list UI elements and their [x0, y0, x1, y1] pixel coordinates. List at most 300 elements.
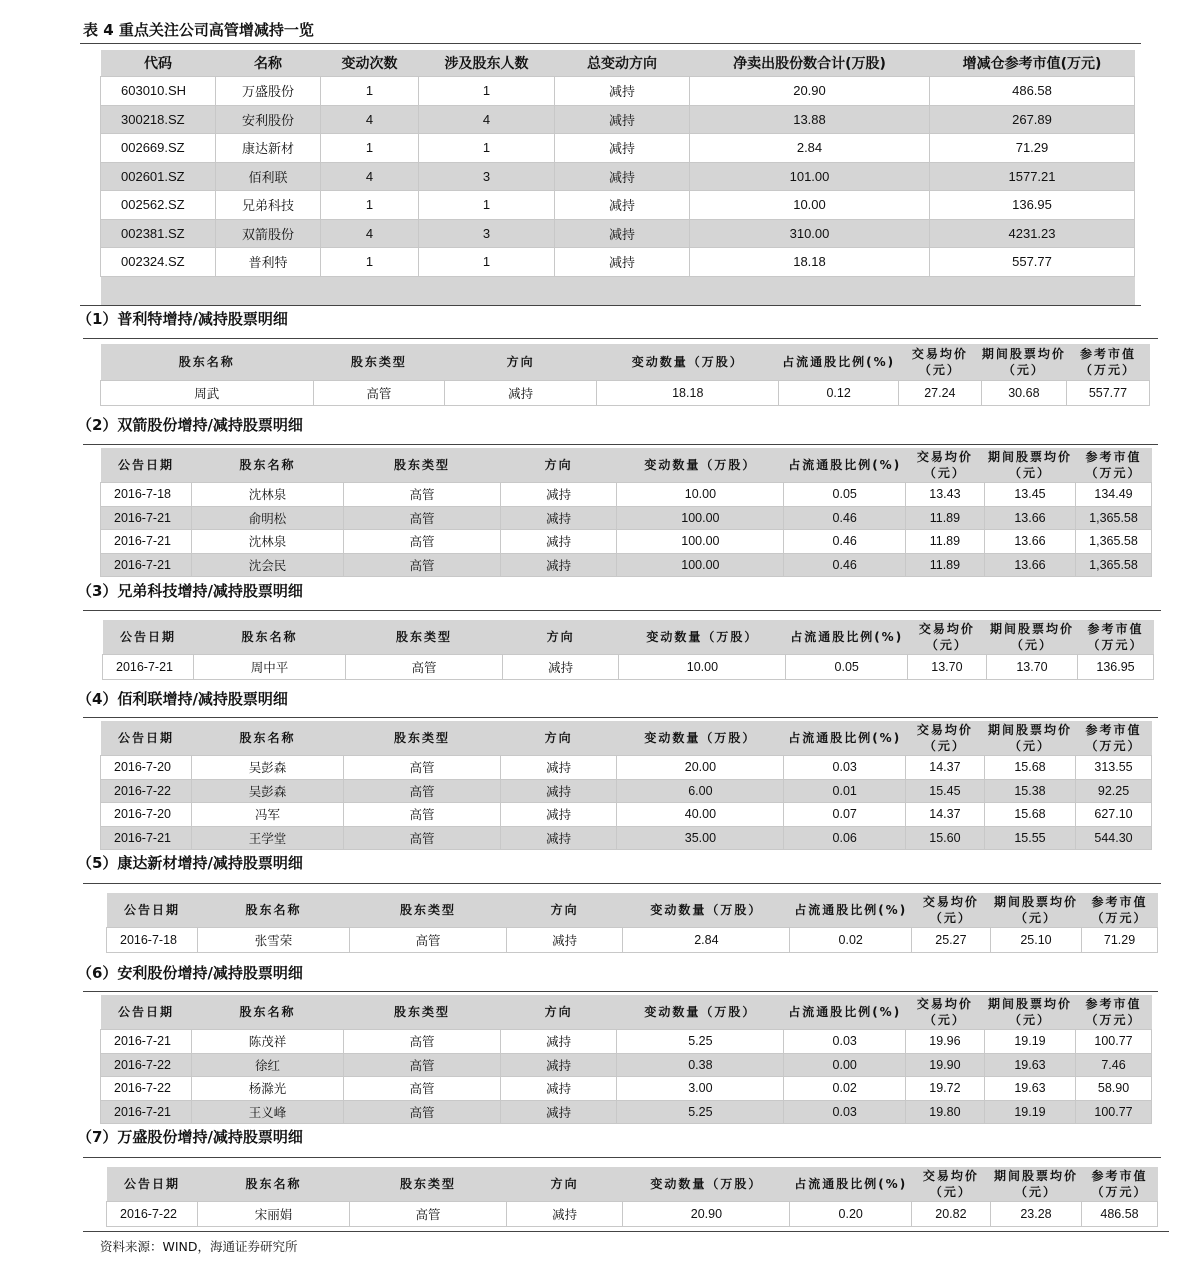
detail-header-cell: 方向 — [445, 344, 597, 381]
table-cell: 减持 — [555, 191, 690, 220]
detail-header-cell: 方向 — [500, 721, 616, 756]
table-cell: 4 — [419, 105, 555, 134]
table-cell: 0.46 — [784, 506, 906, 530]
detail-header-cell: 股东名称 — [192, 721, 344, 756]
detail-header-cell: 方向 — [506, 893, 622, 928]
table-cell: 0.00 — [784, 1053, 906, 1077]
table-cell: 25.10 — [990, 928, 1081, 953]
table-cell: 高管 — [313, 381, 445, 406]
table-cell: 13.88 — [690, 105, 930, 134]
summary-table — [100, 50, 1135, 305]
table-cell: 2016-7-22 — [101, 1077, 192, 1101]
table-cell: 15.60 — [905, 826, 984, 850]
table-row — [101, 191, 1135, 220]
table-cell: 2016-7-18 — [101, 483, 192, 507]
table-cell: 0.20 — [790, 1202, 912, 1227]
table-cell: 20.82 — [911, 1202, 990, 1227]
detail-header-cell: 方向 — [502, 620, 618, 655]
detail-2-rule — [83, 444, 1158, 445]
detail-header-cell: 股东名称 — [192, 448, 344, 483]
detail-1-rule — [83, 338, 1158, 339]
table-cell: 100.00 — [617, 506, 784, 530]
detail-5-title: （5）康达新材增持/减持股票明细 — [77, 854, 303, 872]
table-row — [107, 928, 1158, 953]
table-cell: 2016-7-22 — [101, 1053, 192, 1077]
table-cell: 0.03 — [784, 756, 906, 780]
table-cell: 高管 — [344, 803, 501, 827]
table-cell: 136.95 — [930, 191, 1135, 220]
table-cell: 15.38 — [984, 779, 1075, 803]
detail-header-cell: 股东名称 — [192, 995, 344, 1030]
detail-header-cell: 公告日期 — [103, 620, 194, 655]
table-cell: 100.00 — [617, 553, 784, 577]
table-cell: 沈林泉 — [192, 530, 344, 554]
filler-cell — [101, 276, 1135, 305]
table-cell: 19.90 — [905, 1053, 984, 1077]
table-cell: 双箭股份 — [216, 219, 321, 248]
table-cell: 19.80 — [905, 1100, 984, 1124]
table-cell: 减持 — [500, 483, 616, 507]
detail-4-title: （4）佰利联增持/减持股票明细 — [77, 690, 288, 708]
table-cell: 减持 — [500, 1077, 616, 1101]
table-cell: 134.49 — [1076, 483, 1152, 507]
table-cell: 减持 — [500, 1100, 616, 1124]
detail-header-row — [107, 1167, 1158, 1202]
table-cell: 3.00 — [617, 1077, 784, 1101]
table-cell: 冯军 — [192, 803, 344, 827]
table-cell: 2016-7-20 — [101, 756, 192, 780]
table-cell: 002381.SZ — [101, 219, 216, 248]
detail-header-row — [101, 448, 1152, 483]
table-cell: 王义峰 — [192, 1100, 344, 1124]
table-cell: 10.00 — [690, 191, 930, 220]
table-cell: 15.45 — [905, 779, 984, 803]
detail-header-cell: 变动数量（万股） — [619, 620, 786, 655]
table-cell: 徐红 — [192, 1053, 344, 1077]
table-cell: 19.63 — [984, 1053, 1075, 1077]
detail-header-cell: 变动数量（万股） — [623, 1167, 790, 1202]
table-cell: 减持 — [500, 1053, 616, 1077]
table-row — [101, 506, 1152, 530]
table-cell: 高管 — [344, 756, 501, 780]
table-cell: 603010.SH — [101, 77, 216, 106]
detail-3-table — [102, 620, 1154, 680]
table-cell: 高管 — [350, 1202, 507, 1227]
detail-header-cell: 期间股票均价（元） — [981, 344, 1066, 381]
table-cell: 0.46 — [784, 553, 906, 577]
detail-header-cell: 交易均价（元） — [905, 448, 984, 483]
table-cell: 10.00 — [617, 483, 784, 507]
table-cell: 减持 — [555, 248, 690, 277]
summary-header-cell: 增减仓参考市值(万元) — [930, 50, 1135, 77]
table-cell: 13.45 — [984, 483, 1075, 507]
table-row — [107, 1202, 1158, 1227]
table-cell: 101.00 — [690, 162, 930, 191]
table-cell: 1 — [419, 77, 555, 106]
table-cell: 4231.23 — [930, 219, 1135, 248]
table-cell: 486.58 — [930, 77, 1135, 106]
table-cell: 减持 — [445, 381, 597, 406]
detail-header-cell: 交易均价（元） — [907, 620, 986, 655]
detail-header-cell: 参考市值（万元） — [1082, 893, 1158, 928]
detail-header-cell: 参考市值（万元） — [1078, 620, 1154, 655]
table-cell: 2016-7-18 — [107, 928, 198, 953]
detail-header-cell: 股东类型 — [350, 893, 507, 928]
table-cell: 4 — [321, 162, 419, 191]
table-cell: 100.00 — [617, 530, 784, 554]
table-cell: 高管 — [344, 1053, 501, 1077]
table-cell: 19.72 — [905, 1077, 984, 1101]
detail-header-cell: 公告日期 — [101, 721, 192, 756]
table-cell: 13.70 — [907, 655, 986, 680]
table-cell: 2016-7-21 — [101, 826, 192, 850]
table-cell: 1,365.58 — [1076, 530, 1152, 554]
table-cell: 627.10 — [1076, 803, 1152, 827]
table-row — [101, 826, 1152, 850]
table-cell: 兄弟科技 — [216, 191, 321, 220]
table-cell: 0.02 — [790, 928, 912, 953]
detail-header-cell: 股东名称 — [198, 1167, 350, 1202]
table-cell: 减持 — [500, 803, 616, 827]
table-cell: 高管 — [344, 506, 501, 530]
table-cell: 544.30 — [1076, 826, 1152, 850]
detail-header-cell: 占流通股比例(%) — [779, 344, 898, 381]
table-cell: 5.25 — [617, 1030, 784, 1054]
table-cell: 高管 — [350, 928, 507, 953]
table-row — [101, 248, 1135, 277]
table-cell: 减持 — [500, 506, 616, 530]
detail-5-table — [106, 893, 1158, 953]
table-row — [101, 553, 1152, 577]
table-cell: 2016-7-22 — [101, 779, 192, 803]
table-row — [101, 530, 1152, 554]
table-cell: 14.37 — [905, 756, 984, 780]
summary-header-cell: 名称 — [216, 50, 321, 77]
detail-header-cell: 占流通股比例(%) — [784, 448, 906, 483]
detail-header-row — [101, 721, 1152, 756]
detail-header-cell: 方向 — [500, 995, 616, 1030]
table-cell: 6.00 — [617, 779, 784, 803]
table-cell: 0.01 — [784, 779, 906, 803]
table-cell: 高管 — [344, 553, 501, 577]
table-cell: 安利股份 — [216, 105, 321, 134]
table-cell: 张雪荣 — [198, 928, 350, 953]
detail-header-row — [101, 344, 1150, 381]
detail-header-cell: 交易均价（元） — [898, 344, 981, 381]
summary-filler-row — [101, 276, 1135, 305]
table-cell: 557.77 — [1066, 381, 1149, 406]
table-cell: 杨滁光 — [192, 1077, 344, 1101]
detail-header-cell: 公告日期 — [107, 893, 198, 928]
table-cell: 3 — [419, 219, 555, 248]
table-cell: 557.77 — [930, 248, 1135, 277]
table-cell: 2016-7-20 — [101, 803, 192, 827]
table-cell: 减持 — [506, 928, 622, 953]
detail-1-title: （1）普利特增持/减持股票明细 — [77, 310, 288, 328]
table-cell: 吴彭森 — [192, 779, 344, 803]
table-row — [101, 756, 1152, 780]
detail-6-title: （6）安利股份增持/减持股票明细 — [77, 964, 303, 982]
table-cell: 万盛股份 — [216, 77, 321, 106]
table-cell: 0.03 — [784, 1100, 906, 1124]
table-row — [101, 1030, 1152, 1054]
table-cell: 减持 — [502, 655, 618, 680]
table-cell: 002669.SZ — [101, 134, 216, 163]
table-cell: 11.89 — [905, 530, 984, 554]
detail-header-cell: 参考市值（万元） — [1076, 448, 1152, 483]
table-cell: 11.89 — [905, 553, 984, 577]
table-cell: 高管 — [344, 779, 501, 803]
detail-header-cell: 股东名称 — [194, 620, 346, 655]
table-cell: 002601.SZ — [101, 162, 216, 191]
detail-header-cell: 占流通股比例(%) — [784, 995, 906, 1030]
table-cell: 0.03 — [784, 1030, 906, 1054]
table-cell: 2016-7-21 — [103, 655, 194, 680]
table-cell: 2.84 — [690, 134, 930, 163]
detail-3-rule — [83, 610, 1161, 611]
table-cell: 宋丽娟 — [198, 1202, 350, 1227]
table-cell: 周武 — [101, 381, 314, 406]
table-row — [101, 77, 1135, 106]
detail-7-title: （7）万盛股份增持/减持股票明细 — [77, 1128, 303, 1146]
table-row — [101, 381, 1150, 406]
table-cell: 15.55 — [984, 826, 1075, 850]
detail-6-table — [100, 995, 1152, 1124]
table-cell: 0.07 — [784, 803, 906, 827]
detail-header-cell: 参考市值（万元） — [1082, 1167, 1158, 1202]
detail-header-cell: 占流通股比例(%) — [790, 893, 912, 928]
table-cell: 2016-7-22 — [107, 1202, 198, 1227]
detail-header-cell: 变动数量（万股） — [617, 448, 784, 483]
table-cell: 0.05 — [784, 483, 906, 507]
table-cell: 310.00 — [690, 219, 930, 248]
table-cell: 71.29 — [930, 134, 1135, 163]
table-cell: 减持 — [500, 553, 616, 577]
table-cell: 100.77 — [1076, 1100, 1152, 1124]
title-rule — [80, 43, 1141, 44]
detail-5-rule — [83, 883, 1161, 884]
detail-header-cell: 股东类型 — [350, 1167, 507, 1202]
table-row — [101, 483, 1152, 507]
table-cell: 高管 — [344, 483, 501, 507]
table-row — [101, 162, 1135, 191]
detail-1-table — [100, 344, 1150, 406]
table-cell: 2016-7-21 — [101, 1100, 192, 1124]
detail-header-cell: 占流通股比例(%) — [784, 721, 906, 756]
table-cell: 20.00 — [617, 756, 784, 780]
table-cell: 14.37 — [905, 803, 984, 827]
detail-header-cell: 股东类型 — [313, 344, 445, 381]
table-cell: 俞明松 — [192, 506, 344, 530]
table-cell: 1,365.58 — [1076, 506, 1152, 530]
detail-header-cell: 公告日期 — [101, 995, 192, 1030]
table-row — [101, 134, 1135, 163]
detail-header-cell: 变动数量（万股） — [623, 893, 790, 928]
detail-header-cell: 变动数量（万股） — [617, 721, 784, 756]
table-cell: 周中平 — [194, 655, 346, 680]
table-cell: 0.38 — [617, 1053, 784, 1077]
table-cell: 沈会民 — [192, 553, 344, 577]
table-cell: 吴彭森 — [192, 756, 344, 780]
table-cell: 71.29 — [1082, 928, 1158, 953]
table-cell: 19.63 — [984, 1077, 1075, 1101]
table-cell: 2016-7-21 — [101, 530, 192, 554]
table-cell: 减持 — [500, 530, 616, 554]
table-cell: 13.66 — [984, 506, 1075, 530]
table-cell: 高管 — [344, 1100, 501, 1124]
detail-7-table — [106, 1167, 1158, 1227]
table-cell: 高管 — [344, 530, 501, 554]
table-cell: 0.02 — [784, 1077, 906, 1101]
detail-header-cell: 变动数量（万股） — [597, 344, 779, 381]
table-cell: 减持 — [555, 162, 690, 191]
table-cell: 18.18 — [597, 381, 779, 406]
table-cell: 3 — [419, 162, 555, 191]
table-row — [101, 219, 1135, 248]
summary-header-cell: 涉及股东人数 — [419, 50, 555, 77]
detail-header-cell: 期间股票均价（元） — [984, 721, 1075, 756]
table-cell: 19.19 — [984, 1030, 1075, 1054]
table-cell: 40.00 — [617, 803, 784, 827]
table-cell: 35.00 — [617, 826, 784, 850]
table-row — [101, 1077, 1152, 1101]
detail-2-title: （2）双箭股份增持/减持股票明细 — [77, 416, 303, 434]
detail-header-row — [107, 893, 1158, 928]
table-cell: 高管 — [344, 826, 501, 850]
detail-header-cell: 占流通股比例(%) — [790, 1167, 912, 1202]
table-cell: 1 — [419, 248, 555, 277]
detail-header-cell: 交易均价（元） — [905, 721, 984, 756]
table-cell: 2016-7-21 — [101, 1030, 192, 1054]
table-cell: 10.00 — [619, 655, 786, 680]
table-cell: 13.66 — [984, 530, 1075, 554]
table-cell: 58.90 — [1076, 1077, 1152, 1101]
detail-header-cell: 交易均价（元） — [905, 995, 984, 1030]
summary-header-cell: 代码 — [101, 50, 216, 77]
table-cell: 92.25 — [1076, 779, 1152, 803]
detail-header-cell: 期间股票均价（元） — [990, 1167, 1081, 1202]
detail-header-cell: 交易均价（元） — [911, 893, 990, 928]
summary-header-row — [101, 50, 1135, 77]
detail-header-row — [101, 995, 1152, 1030]
detail-header-cell: 公告日期 — [101, 448, 192, 483]
detail-header-cell: 参考市值（万元） — [1066, 344, 1149, 381]
table-cell: 0.12 — [779, 381, 898, 406]
table-cell: 25.27 — [911, 928, 990, 953]
table-cell: 19.19 — [984, 1100, 1075, 1124]
detail-header-cell: 股东类型 — [344, 721, 501, 756]
table-cell: 高管 — [344, 1077, 501, 1101]
table-cell: 1,365.58 — [1076, 553, 1152, 577]
table-cell: 减持 — [500, 756, 616, 780]
detail-header-cell: 股东名称 — [198, 893, 350, 928]
table-cell: 减持 — [500, 826, 616, 850]
table-cell: 1 — [321, 191, 419, 220]
table-cell: 15.68 — [984, 803, 1075, 827]
table-cell: 100.77 — [1076, 1030, 1152, 1054]
detail-7-rule — [83, 1157, 1161, 1158]
table-cell: 沈林泉 — [192, 483, 344, 507]
table-cell: 267.89 — [930, 105, 1135, 134]
detail-header-cell: 变动数量（万股） — [617, 995, 784, 1030]
table-cell: 0.05 — [786, 655, 908, 680]
table-cell: 减持 — [500, 779, 616, 803]
table-cell: 19.96 — [905, 1030, 984, 1054]
detail-header-cell: 期间股票均价（元） — [984, 995, 1075, 1030]
table-cell: 康达新材 — [216, 134, 321, 163]
summary-header-cell: 净卖出股份数合计(万股) — [690, 50, 930, 77]
table-row — [101, 105, 1135, 134]
table-cell: 1 — [419, 134, 555, 163]
table-cell: 7.46 — [1076, 1053, 1152, 1077]
detail-header-cell: 股东类型 — [346, 620, 503, 655]
detail-header-cell: 公告日期 — [107, 1167, 198, 1202]
table-cell: 0.06 — [784, 826, 906, 850]
detail-6-rule — [83, 991, 1158, 992]
table-4-title: 表 4 重点关注公司高管增减持一览 — [83, 21, 314, 39]
detail-4-rule — [83, 717, 1158, 718]
detail-header-cell: 占流通股比例(%) — [786, 620, 908, 655]
table-cell: 减持 — [555, 219, 690, 248]
table-row — [101, 779, 1152, 803]
detail-header-cell: 股东类型 — [344, 448, 501, 483]
detail-header-cell: 参考市值（万元） — [1076, 721, 1152, 756]
table-cell: 300218.SZ — [101, 105, 216, 134]
table-cell: 陈茂祥 — [192, 1030, 344, 1054]
table-cell: 486.58 — [1082, 1202, 1158, 1227]
table-row — [101, 1100, 1152, 1124]
table-cell: 高管 — [346, 655, 503, 680]
table-cell: 4 — [321, 105, 419, 134]
table-cell: 4 — [321, 219, 419, 248]
table-cell: 2016-7-21 — [101, 553, 192, 577]
table-cell: 减持 — [555, 105, 690, 134]
table-cell: 1 — [321, 77, 419, 106]
table-cell: 减持 — [555, 77, 690, 106]
table-cell: 18.18 — [690, 248, 930, 277]
table-cell: 1 — [321, 248, 419, 277]
summary-bottom-rule — [80, 305, 1141, 306]
detail-header-cell: 参考市值（万元） — [1076, 995, 1152, 1030]
table-cell: 20.90 — [690, 77, 930, 106]
table-cell: 136.95 — [1078, 655, 1154, 680]
summary-header-cell: 变动次数 — [321, 50, 419, 77]
table-cell: 20.90 — [623, 1202, 790, 1227]
table-cell: 0.46 — [784, 530, 906, 554]
table-cell: 13.66 — [984, 553, 1075, 577]
detail-3-title: （3）兄弟科技增持/减持股票明细 — [77, 582, 303, 600]
table-cell: 5.25 — [617, 1100, 784, 1124]
table-cell: 23.28 — [990, 1202, 1081, 1227]
table-cell: 高管 — [344, 1030, 501, 1054]
table-cell: 1 — [419, 191, 555, 220]
table-row — [101, 803, 1152, 827]
detail-header-cell: 期间股票均价（元） — [990, 893, 1081, 928]
table-row — [101, 1053, 1152, 1077]
detail-header-cell: 方向 — [506, 1167, 622, 1202]
table-cell: 27.24 — [898, 381, 981, 406]
table-cell: 佰利联 — [216, 162, 321, 191]
table-cell: 减持 — [555, 134, 690, 163]
summary-header-cell: 总变动方向 — [555, 50, 690, 77]
table-cell: 减持 — [506, 1202, 622, 1227]
table-cell: 13.43 — [905, 483, 984, 507]
detail-4-table — [100, 721, 1152, 850]
table-cell: 1 — [321, 134, 419, 163]
table-cell: 王学堂 — [192, 826, 344, 850]
footer-rule — [83, 1231, 1169, 1232]
detail-header-cell: 期间股票均价（元） — [984, 448, 1075, 483]
